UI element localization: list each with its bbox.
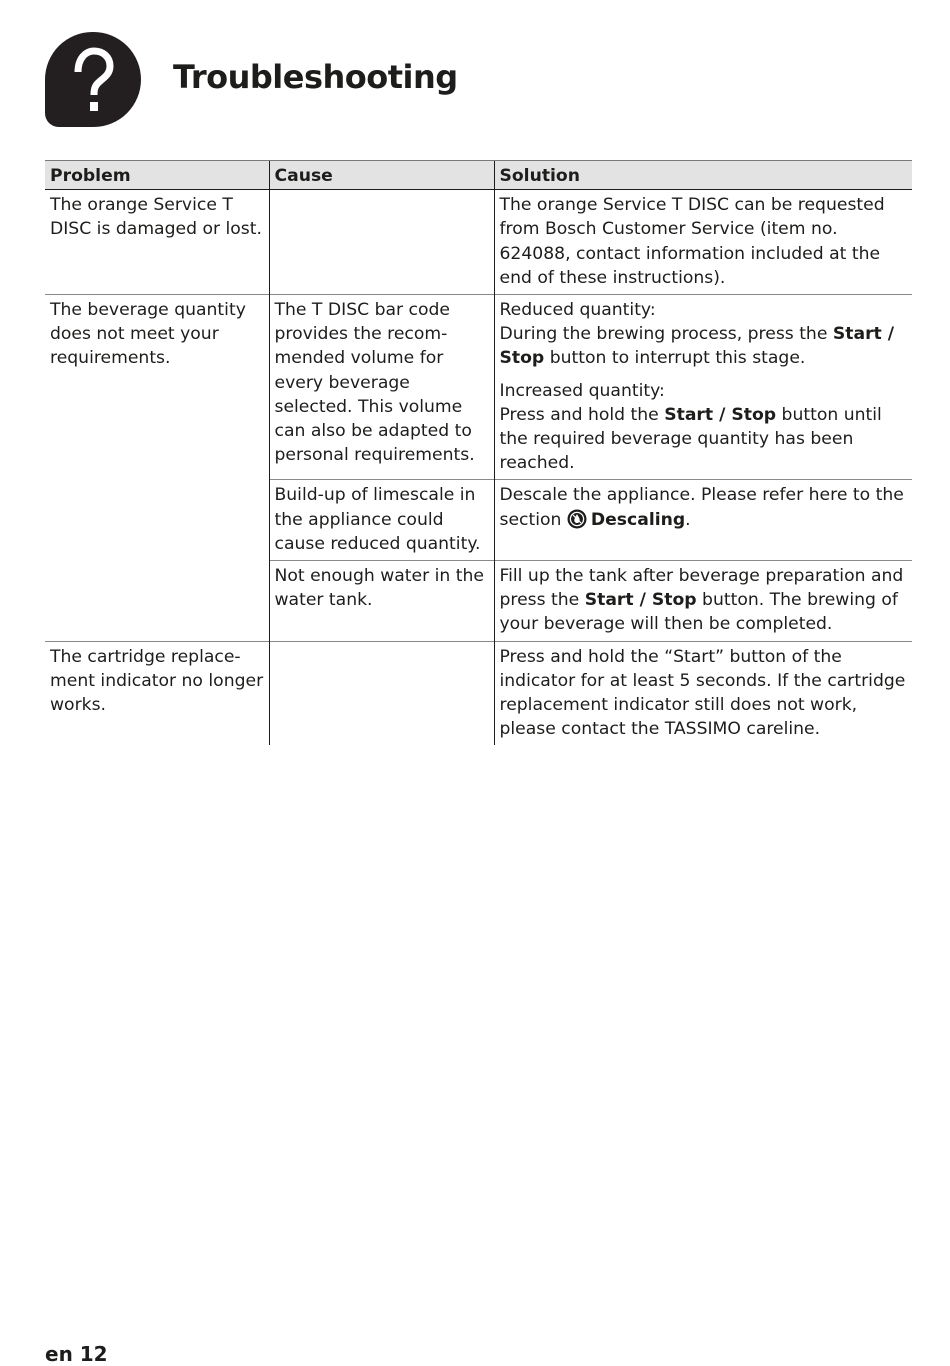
- reduced-quantity-block: [500, 298, 908, 371]
- descale-text: Descale the appliance. Please refer here to the section: [499, 485, 904, 530]
- descaling-icon: [567, 509, 587, 529]
- start-stop-button-ref: Start / Stop: [584, 590, 697, 611]
- page-title: Troubleshooting: [173, 58, 458, 96]
- table-row: [45, 641, 912, 745]
- reduced-quantity-text-end: button to interrupt this stage.: [549, 348, 806, 369]
- cause-cell: [269, 190, 494, 295]
- increased-quantity-title: Increased quantity:: [499, 380, 665, 401]
- solution-cell: Press and hold the “Start” button of the indicator for at least 5 seconds. If the cartridge replacement indicator still does not work, please contact the TASSIMO careline.: [494, 641, 912, 745]
- solution-cell: The orange Service T DISC can be requested from Bosch Customer Service (item no. 624088, contact information included at the end of these instructions).: [494, 190, 912, 295]
- troubleshooting-table: [45, 160, 912, 745]
- increased-quantity-text: Press and hold the: [499, 404, 659, 425]
- problem-cell: The orange Service T DISC is damaged or lost.: [50, 195, 262, 240]
- problem-cell: The cartridge replace-ment indicator no longer works.: [45, 641, 269, 745]
- page-number: en 12: [45, 1342, 108, 1366]
- question-mark-icon: [45, 32, 141, 127]
- start-stop-button-ref: Start / Stop: [499, 324, 895, 369]
- reduced-quantity-title: Reduced quantity:: [499, 300, 656, 321]
- header-solution: Solution: [494, 161, 912, 190]
- descale-text-end: .: [685, 509, 691, 530]
- increased-quantity-block: [500, 379, 908, 476]
- table-row: [45, 190, 912, 295]
- header-problem: Problem: [45, 161, 269, 190]
- start-stop-button-ref: Start / Stop: [664, 404, 777, 425]
- cause-cell: Build-up of limescale in the appliance could cause reduced quantity.: [269, 480, 494, 561]
- solution-cell: [494, 295, 912, 480]
- descaling-section-ref: Descaling: [590, 509, 686, 530]
- solution-cell: [494, 480, 912, 561]
- table-header-row: [45, 161, 912, 190]
- cause-cell: [269, 641, 494, 745]
- increased-quantity-text-end: button until the required beverage quantity has been reached.: [499, 404, 882, 474]
- fill-tank-text: Fill up the tank after beverage preparation and press the: [499, 566, 904, 611]
- fill-tank-text-end: button. The brewing of your beverage will then be completed.: [499, 590, 898, 635]
- cause-cell: Not enough water in the water tank.: [269, 561, 494, 642]
- table-row: [45, 295, 912, 480]
- cause-cell: The T DISC bar code provides the recom-mended volume for every beverage selected. This volume can also be adapted to personal requirements.: [269, 295, 494, 480]
- header-cause: Cause: [269, 161, 494, 190]
- solution-cell: [494, 561, 912, 642]
- reduced-quantity-text: During the brewing process, press the: [499, 324, 828, 345]
- problem-cell: The beverage quantity does not meet your requirements.: [45, 295, 269, 642]
